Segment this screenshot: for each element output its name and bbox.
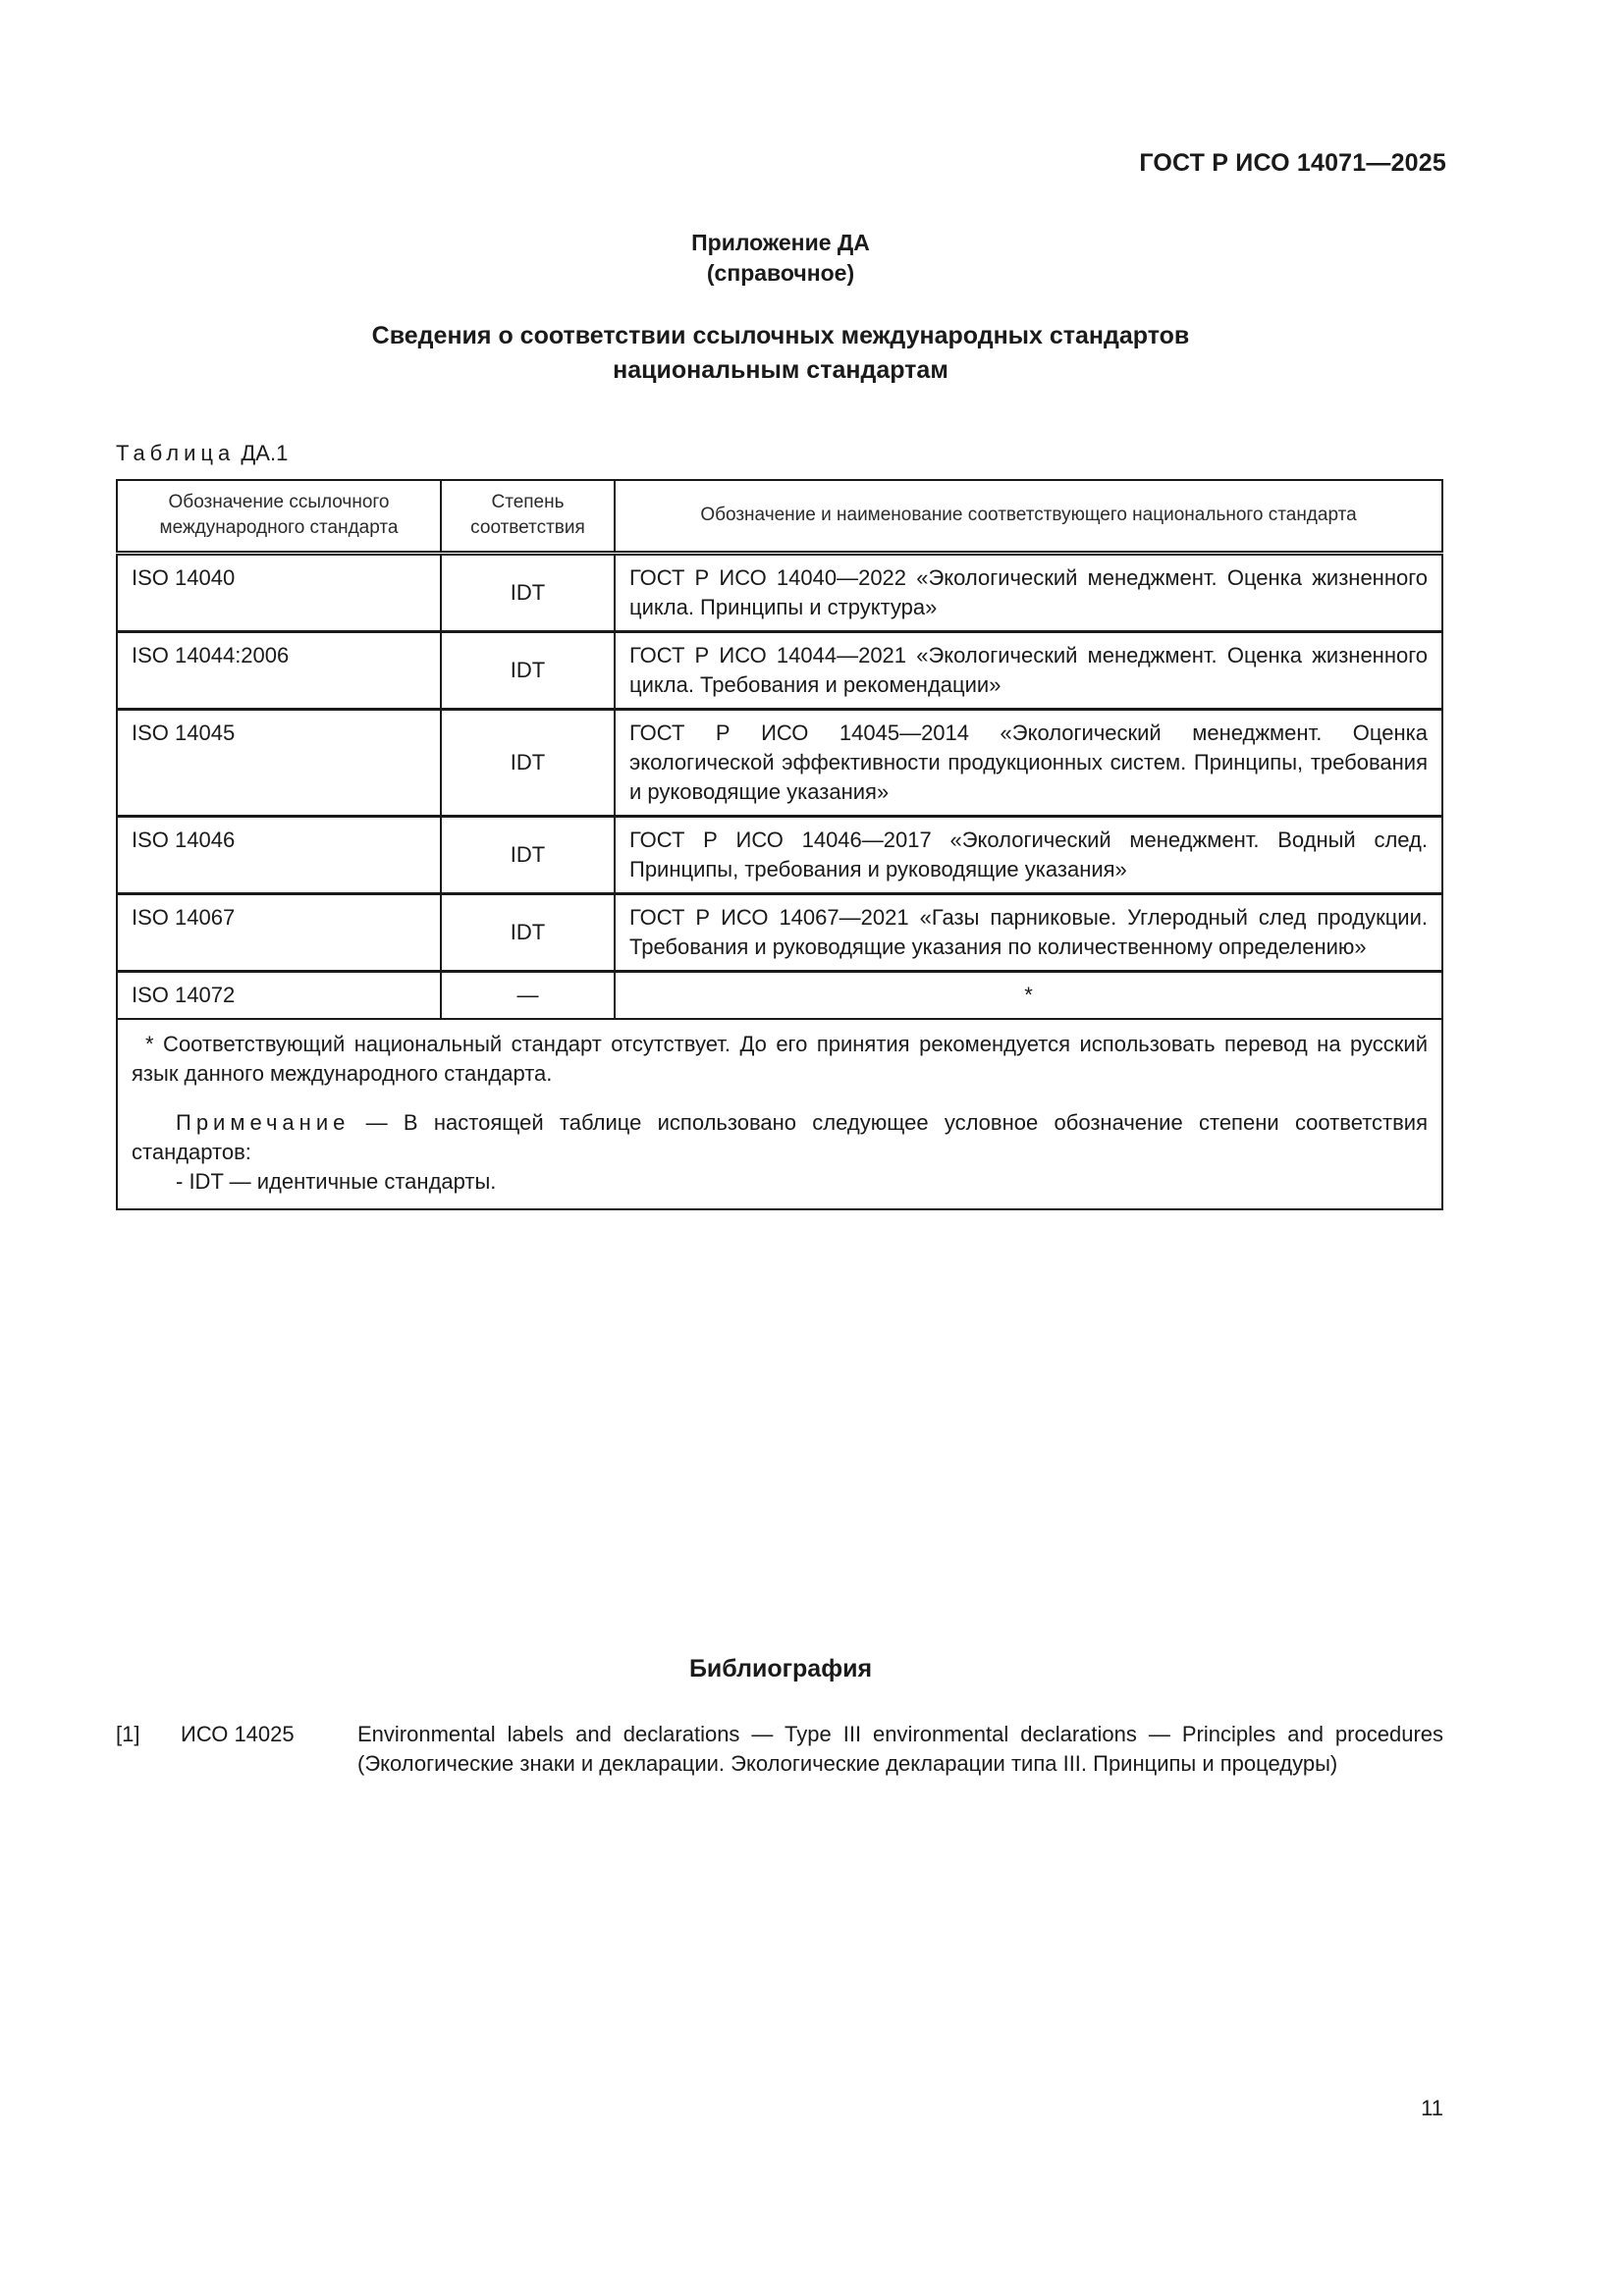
cell-ref: ISO 14067 bbox=[117, 893, 441, 971]
cell-ref: ISO 14044:2006 bbox=[117, 631, 441, 709]
table-label-number: ДА.1 bbox=[241, 441, 289, 465]
cell-ref: ISO 14045 bbox=[117, 709, 441, 816]
table-row bbox=[117, 893, 1442, 971]
cell-degree: IDT bbox=[441, 553, 615, 631]
table-footnote-row bbox=[117, 1019, 1442, 1209]
table-footnote-cell bbox=[117, 1019, 1442, 1209]
cell-ref: ISO 14040 bbox=[117, 553, 441, 631]
appendix-subtitle: (справочное) bbox=[706, 260, 855, 286]
bibliography-code: ИСО 14025 bbox=[181, 1722, 295, 1746]
cell-ref: ISO 14072 bbox=[117, 971, 441, 1019]
column-header-ref: Обозначение ссылочного международного стандарта bbox=[117, 480, 441, 553]
table-label bbox=[116, 441, 288, 466]
column-header-degree: Степень соответствия bbox=[441, 480, 615, 553]
bibliography-title: Библиография bbox=[688, 1655, 873, 1682]
table-footnote: * Соответствующий национальный стандарт отсутствует. До его принятия рекомендуется использовать перевод на русский язык данного международного стандарта. bbox=[132, 1031, 1428, 1086]
table-row bbox=[117, 816, 1442, 893]
note-label: Примечание bbox=[176, 1109, 351, 1135]
table-header-row bbox=[117, 480, 1442, 553]
cell-national: * bbox=[615, 971, 1442, 1019]
table-label-prefix: Таблица bbox=[116, 441, 236, 465]
appendix-title-block bbox=[0, 228, 1561, 289]
cell-degree: — bbox=[441, 971, 615, 1019]
cell-degree: IDT bbox=[441, 709, 615, 816]
table-note bbox=[132, 1108, 1428, 1167]
page-number: 11 bbox=[1421, 2096, 1443, 2120]
cell-national: ГОСТ Р ИСО 14046—2017 «Экологический менеджмент. Водный след. Принципы, требования и руководящие указания» bbox=[615, 816, 1442, 893]
cell-national: ГОСТ Р ИСО 14044—2021 «Экологический менеджмент. Оценка жизненного цикла. Требования и рекомендации» bbox=[615, 631, 1442, 709]
cell-degree: IDT bbox=[441, 893, 615, 971]
bibliography-entry bbox=[116, 1720, 1443, 1779]
bibliography-number: [1] bbox=[116, 1722, 140, 1746]
bibliography-text: Environmental labels and declarations — Type III environmental declarations — Principles and procedures (Экологические знаки и декларации. Экологические декларации типа III. Принципы и процедуры) bbox=[357, 1722, 1443, 1776]
cell-ref: ISO 14046 bbox=[117, 816, 441, 893]
table-row bbox=[117, 553, 1442, 631]
section-heading-line2: национальным стандартам bbox=[613, 356, 948, 384]
section-heading-line1: Сведения о соответствии ссылочных международных стандартов bbox=[371, 322, 1190, 349]
cell-national: ГОСТ Р ИСО 14067—2021 «Газы парниковые. Углеродный след продукции. Требования и руководящие указания по количественному определению» bbox=[615, 893, 1442, 971]
cell-national: ГОСТ Р ИСО 14040—2022 «Экологический менеджмент. Оценка жизненного цикла. Принципы и структура» bbox=[615, 553, 1442, 631]
note-item: - IDT — идентичные стандарты. bbox=[176, 1168, 497, 1194]
section-heading bbox=[0, 319, 1561, 388]
table-row bbox=[117, 709, 1442, 816]
standard-code: ГОСТ Р ИСО 14071—2025 bbox=[1139, 149, 1446, 177]
cell-degree: IDT bbox=[441, 816, 615, 893]
note-text: — В настоящей таблице использовано следующее условное обозначение степени соответствия стандартов: bbox=[132, 1109, 1428, 1164]
appendix-title: Приложение ДА bbox=[691, 230, 870, 255]
table-row bbox=[117, 971, 1442, 1019]
table-row bbox=[117, 631, 1442, 709]
correspondence-table bbox=[116, 479, 1443, 1210]
cell-national: ГОСТ Р ИСО 14045—2014 «Экологический менеджмент. Оценка экологической эффективности продукционных систем. Принципы, требования и руководящие указания» bbox=[615, 709, 1442, 816]
cell-degree: IDT bbox=[441, 631, 615, 709]
column-header-national: Обозначение и наименование соответствующего национального стандарта bbox=[615, 480, 1442, 553]
